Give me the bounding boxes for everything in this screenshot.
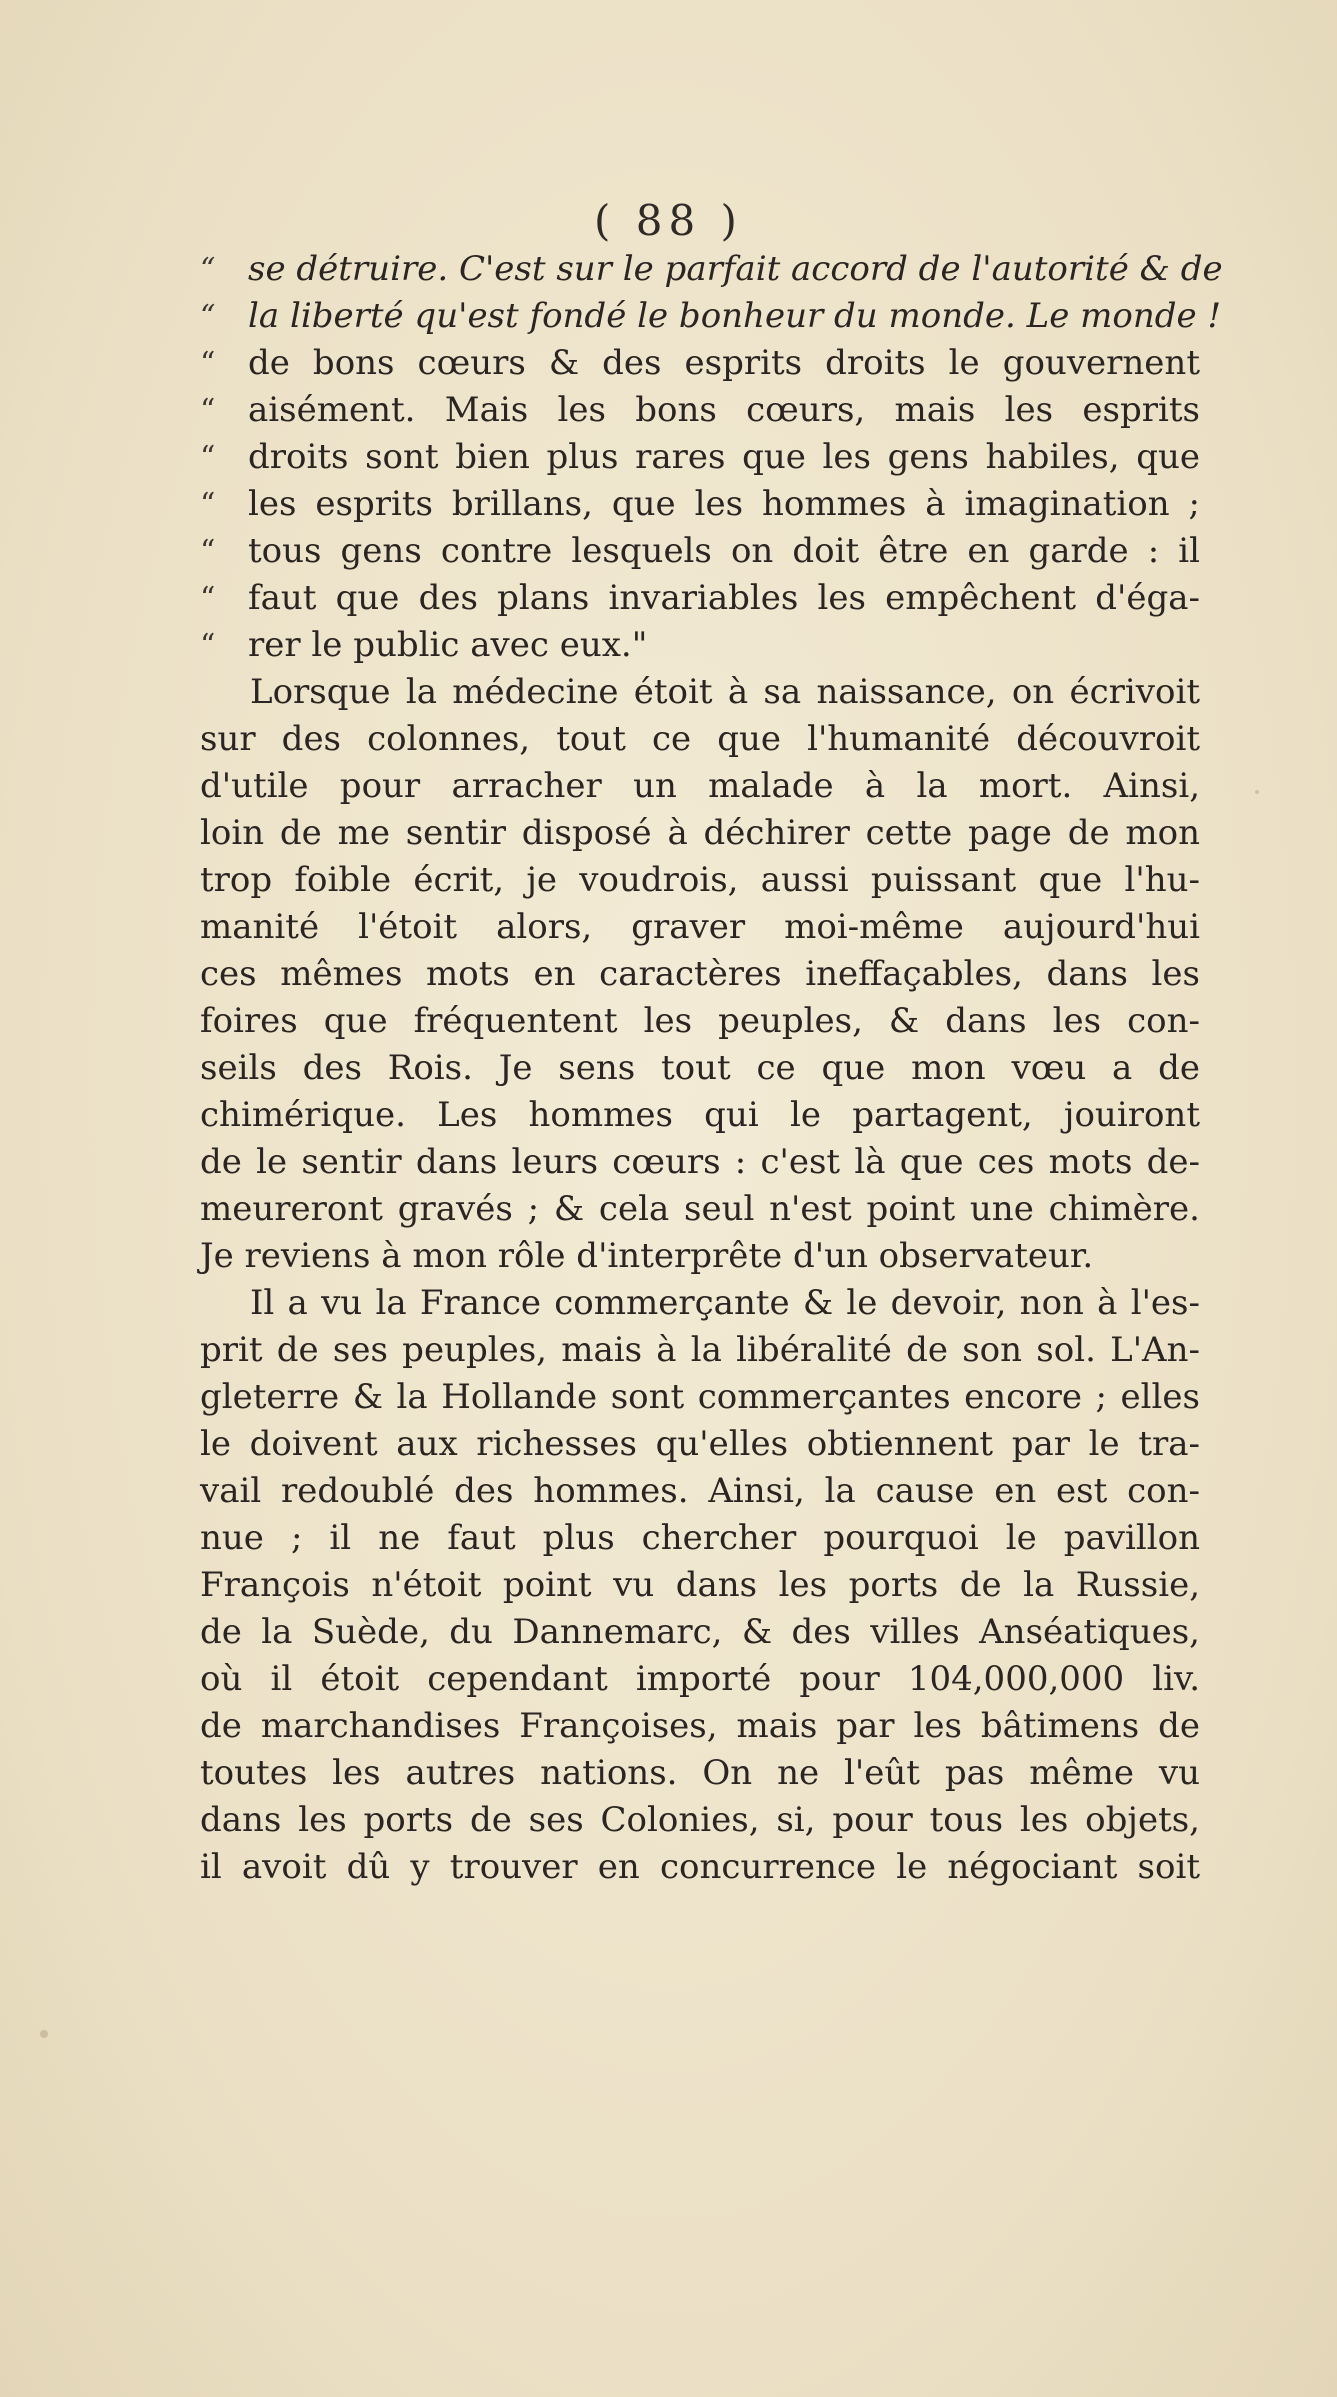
text-line: vail redoublé des hommes. Ainsi, la cause en est con- bbox=[200, 1471, 1200, 1511]
text-line: “ faut que des plans invariables les empêchent d'éga- bbox=[200, 575, 1200, 622]
text-line: “ droits sont bien plus rares que les gens habiles, que bbox=[200, 434, 1200, 481]
text-line: le doivent aux richesses qu'elles obtiennent par le tra- bbox=[200, 1424, 1200, 1464]
text-line: seils des Rois. Je sens tout ce que mon vœu a de bbox=[200, 1048, 1200, 1088]
text-line: il avoit dû y trouver en concurrence le négociant soit bbox=[200, 1847, 1200, 1887]
text-line: “ tous gens contre lesquels on doit être en garde : il bbox=[200, 528, 1200, 575]
text-line: dans les ports de ses Colonies, si, pour tous les objets, bbox=[200, 1800, 1200, 1840]
text-line: d'utile pour arracher un malade à la mort. Ainsi, bbox=[200, 766, 1200, 806]
text-line: Je reviens à mon rôle d'interprête d'un observateur. bbox=[200, 1236, 1094, 1276]
text-line: de le sentir dans leurs cœurs : c'est là que ces mots de- bbox=[200, 1142, 1200, 1182]
text-line: Lorsque la médecine étoit à sa naissance, on écrivoit bbox=[250, 672, 1200, 712]
page-number: ( 88 ) bbox=[594, 196, 743, 245]
text-line: toutes les autres nations. On ne l'eût pas même vu bbox=[200, 1753, 1200, 1793]
text-line: chimérique. Les hommes qui le partagent, jouiront bbox=[200, 1095, 1200, 1135]
text-line: nue ; il ne faut plus chercher pourquoi le pavillon bbox=[200, 1518, 1200, 1558]
paper-blemish bbox=[1255, 790, 1259, 794]
text-line: “ les esprits brillans, que les hommes à imagination ; bbox=[200, 481, 1200, 528]
text-line: manité l'étoit alors, graver moi-même aujourd'hui bbox=[200, 907, 1200, 947]
text-line: foires que fréquentent les peuples, & dans les con- bbox=[200, 1001, 1200, 1041]
text-line: meureront gravés ; & cela seul n'est point une chimère. bbox=[200, 1189, 1200, 1229]
text-line: ces mêmes mots en caractères ineffaçables, dans les bbox=[200, 954, 1200, 994]
paper-blemish bbox=[40, 2030, 48, 2038]
text-line: “ rer le public avec eux." bbox=[200, 622, 1200, 669]
text-line: de la Suède, du Dannemarc, & des villes Anséatiques, bbox=[200, 1612, 1200, 1652]
text-line: de marchandises Françoises, mais par les bâtimens de bbox=[200, 1706, 1200, 1746]
text-line: trop foible écrit, je voudrois, aussi puissant que l'hu- bbox=[200, 860, 1200, 900]
text-line: “ se détruire. C'est sur le parfait accord de l'autorité & de bbox=[200, 246, 1200, 293]
text-line: François n'étoit point vu dans les ports de la Russie, bbox=[200, 1565, 1200, 1605]
text-line: “ de bons cœurs & des esprits droits le gouvernent bbox=[200, 340, 1200, 387]
text-line: gleterre & la Hollande sont commerçantes encore ; elles bbox=[200, 1377, 1200, 1417]
text-line: sur des colonnes, tout ce que l'humanité découvroit bbox=[200, 719, 1200, 759]
body-text bbox=[200, 246, 1223, 1891]
text-line: prit de ses peuples, mais à la libéralité de son sol. L'An- bbox=[200, 1330, 1200, 1370]
text-line: loin de me sentir disposé à déchirer cette page de mon bbox=[200, 813, 1200, 853]
text-line: où il étoit cependant importé pour 104,000,000 liv. bbox=[200, 1659, 1200, 1699]
text-line: Il a vu la France commerçante & le devoir, non à l'es- bbox=[250, 1283, 1200, 1323]
text-line: “ aisément. Mais les bons cœurs, mais les esprits bbox=[200, 387, 1200, 434]
text-line: “ la liberté qu'est fondé le bonheur du monde. Le monde ! bbox=[200, 293, 1200, 340]
